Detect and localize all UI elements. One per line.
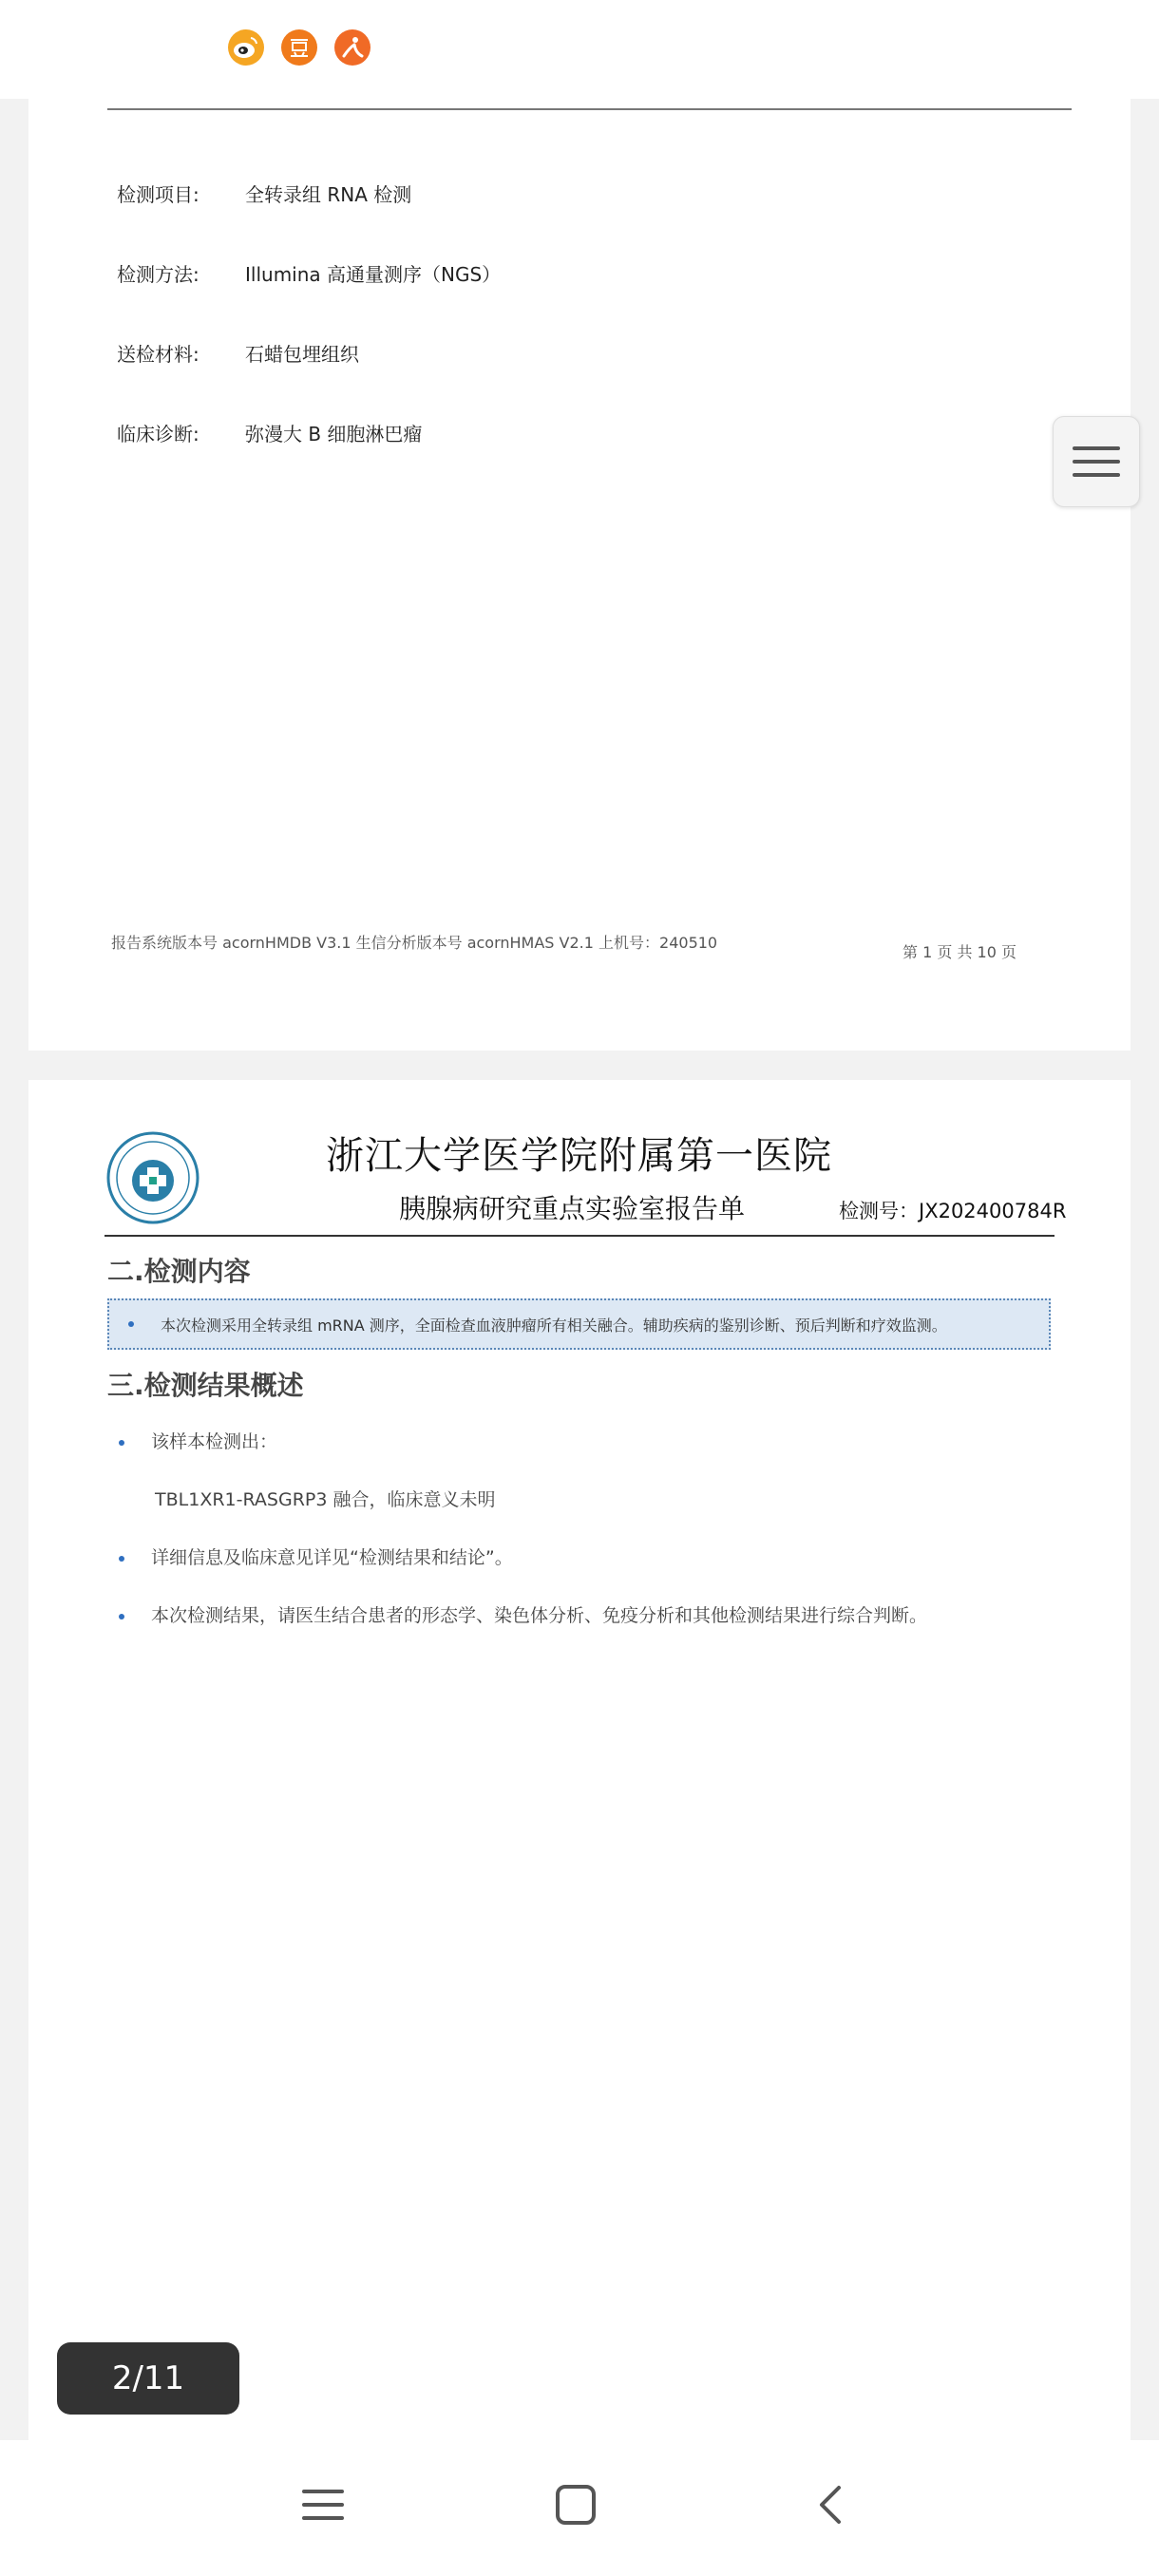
result-text: 详细信息及临床意见详见“检测结果和结论”。: [151, 1547, 513, 1568]
douban-icon[interactable]: [281, 29, 317, 66]
hamburger-icon: [1073, 443, 1120, 481]
weibo-icon[interactable]: [228, 29, 264, 66]
hospital-logo: [106, 1131, 200, 1224]
bullet-icon: [119, 1440, 124, 1446]
home-icon: [555, 2484, 597, 2526]
system-nav-bar: [0, 2440, 1159, 2576]
back-button[interactable]: [802, 2476, 859, 2533]
result-text: TBL1XR1-RASGRP3 融合，临床意义未明: [155, 1489, 496, 1510]
result-text: 该样本检测出：: [151, 1431, 278, 1452]
field-label: 检测项目:: [117, 183, 200, 206]
home-button[interactable]: [547, 2476, 604, 2533]
result-item: [119, 1544, 513, 1569]
bullet-icon: [128, 1321, 134, 1327]
renren-icon[interactable]: [334, 29, 370, 66]
report-number: 检测号：JX202400784R: [839, 1200, 1067, 1222]
result-item: [155, 1486, 495, 1511]
section-2-text: 本次检测采用全转录组 mRNA 测序，全面检查血液肿瘤所有相关融合。辅助疾病的鉴别诊断、预后判断和疗效监测。: [161, 1316, 947, 1335]
hospital-name: 浙江大学医学院附属第一医院: [326, 1134, 832, 1178]
bullet-icon: [119, 1556, 124, 1562]
field-value: 弥漫大 B 细胞淋巴瘤: [245, 423, 423, 445]
page-number: 第 1 页 共 10 页: [902, 943, 1016, 961]
title-rule: [104, 1235, 1054, 1237]
field-label: 检测方法:: [117, 263, 200, 286]
recent-apps-icon: [302, 2486, 344, 2524]
share-bar: [0, 0, 1159, 99]
menu-button[interactable]: [1053, 416, 1140, 507]
report-page-1: [28, 99, 1130, 1051]
field-value: 全转录组 RNA 检测: [245, 183, 412, 206]
section-3-title: 三.检测结果概述: [107, 1370, 304, 1401]
result-text: 本次检测结果，请医生结合患者的形态学、染色体分析、免疫分析和其他检测结果进行综合判断。: [151, 1605, 928, 1626]
section-2-content: [107, 1298, 1051, 1350]
field-value: Illumina 高通量测序（NGS）: [245, 263, 502, 286]
recent-apps-button[interactable]: [294, 2476, 352, 2533]
field-test-method: [117, 259, 501, 287]
page-indicator: 2/11: [57, 2342, 239, 2415]
back-icon: [816, 2484, 845, 2526]
field-sample-material: [117, 339, 359, 367]
lab-name: 胰腺病研究重点实验室报告单: [399, 1193, 746, 1224]
field-value: 石蜡包埋组织: [245, 343, 359, 366]
field-clinical-diagnosis: [117, 419, 422, 446]
field-label: 送检材料:: [117, 343, 200, 366]
version-info: 报告系统版本号 acornHMDB V3.1 生信分析版本号 acornHMAS V2.1 上机号：240510: [111, 934, 718, 952]
field-label: 临床诊断:: [117, 423, 200, 445]
section-2-title: 二.检测内容: [107, 1256, 251, 1287]
result-item: [119, 1601, 927, 1627]
report-page-2: [28, 1080, 1130, 2440]
header-rule: [107, 108, 1072, 110]
result-item: [119, 1428, 277, 1453]
bullet-icon: [119, 1614, 124, 1619]
field-test-item: [117, 180, 411, 207]
